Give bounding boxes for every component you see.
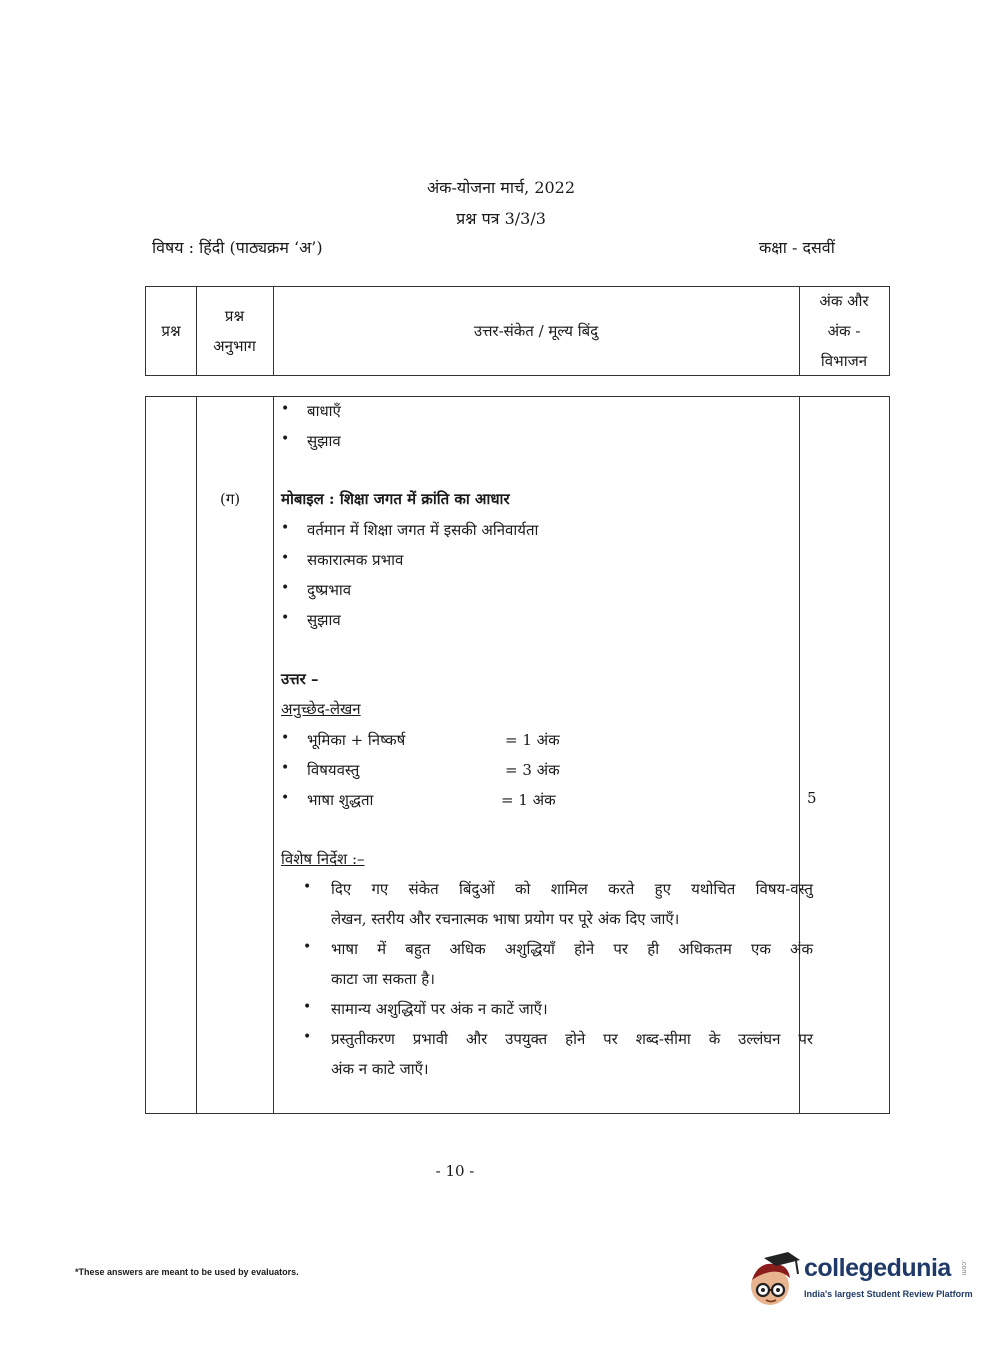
class-label: कक्षा - दसवीं (759, 238, 835, 257)
logo-text: collegedunia (804, 1254, 951, 1282)
document-title: अंक-योजना मार्च, 2022 (426, 178, 576, 197)
answer-heading: अनुच्छेद-लेखन (281, 700, 361, 718)
topic-title: मोबाइल : शिक्षा जगत में क्रांति का आधार (281, 490, 510, 508)
col-marks: अंक और अंक - विभाजन (819, 292, 869, 370)
col-question: प्रश्न (161, 322, 181, 340)
total-marks: 5 (807, 789, 817, 807)
paper-code: प्रश्न पत्र 3/3/3 (456, 209, 546, 228)
subject-label: विषय : हिंदी (पाठ्यक्रम ‘अ’) (152, 238, 323, 257)
section-label: (ग) (220, 490, 241, 508)
col-answer-hints: उत्तर-संकेत / मूल्य बिंदु (473, 322, 599, 340)
logo-suffix: .com (960, 1260, 967, 1276)
logo-tagline: India's largest Student Review Platform (804, 1289, 973, 1299)
col-section: प्रश्न अनुभाग (213, 307, 256, 355)
table-body: (ग) 5 बाधाएँ सुझाव मोबाइल : शिक्षा जगत में क्रांति का आधार वर्तमान में शिक्षा जगत में इसकी अनिवार्यता सकारात्मक प्रभाव दुष्प्रभाव सुझाव उत्तर – अनुच्छेद-लेखन भूमिका + निष्कर्ष = 1 अंक विषयवस्तु = 3 अंक भाषा शुद्धता = 1 अंक विशेष निर्देश :– दिए गए संकेत बिंदुओं को शामिल करते हुए यथोचित विषय-वस्तु लेखन, स्तरीय और रचनात्मक भाषा प्रयोग पर पूरे अंक दिए जाएँ। भाषा में बहुत अधिक अशुद्धियाँ होने पर ही अधिकतम एक अंक काटा जा सकता है। सामान्य अशुद्धियों पर अंक न काटें जाएँ। प्रस्तुतीकरण प्रभावी और उपयुक्त होने पर शब्द-सीमा के उल्लंघन पर अंक न काटे जाएँ। (145, 396, 890, 1114)
collegedunia-logo[interactable] (744, 1250, 974, 1312)
evaluator-note: *These answers are meant to be used by evaluators. (75, 1267, 299, 1277)
table-header (145, 286, 890, 376)
page-number: - 10 - (435, 1162, 475, 1180)
answer-label: उत्तर – (281, 670, 319, 688)
mascot-icon (744, 1252, 802, 1310)
notes-heading: विशेष निर्देश :– (281, 850, 365, 868)
